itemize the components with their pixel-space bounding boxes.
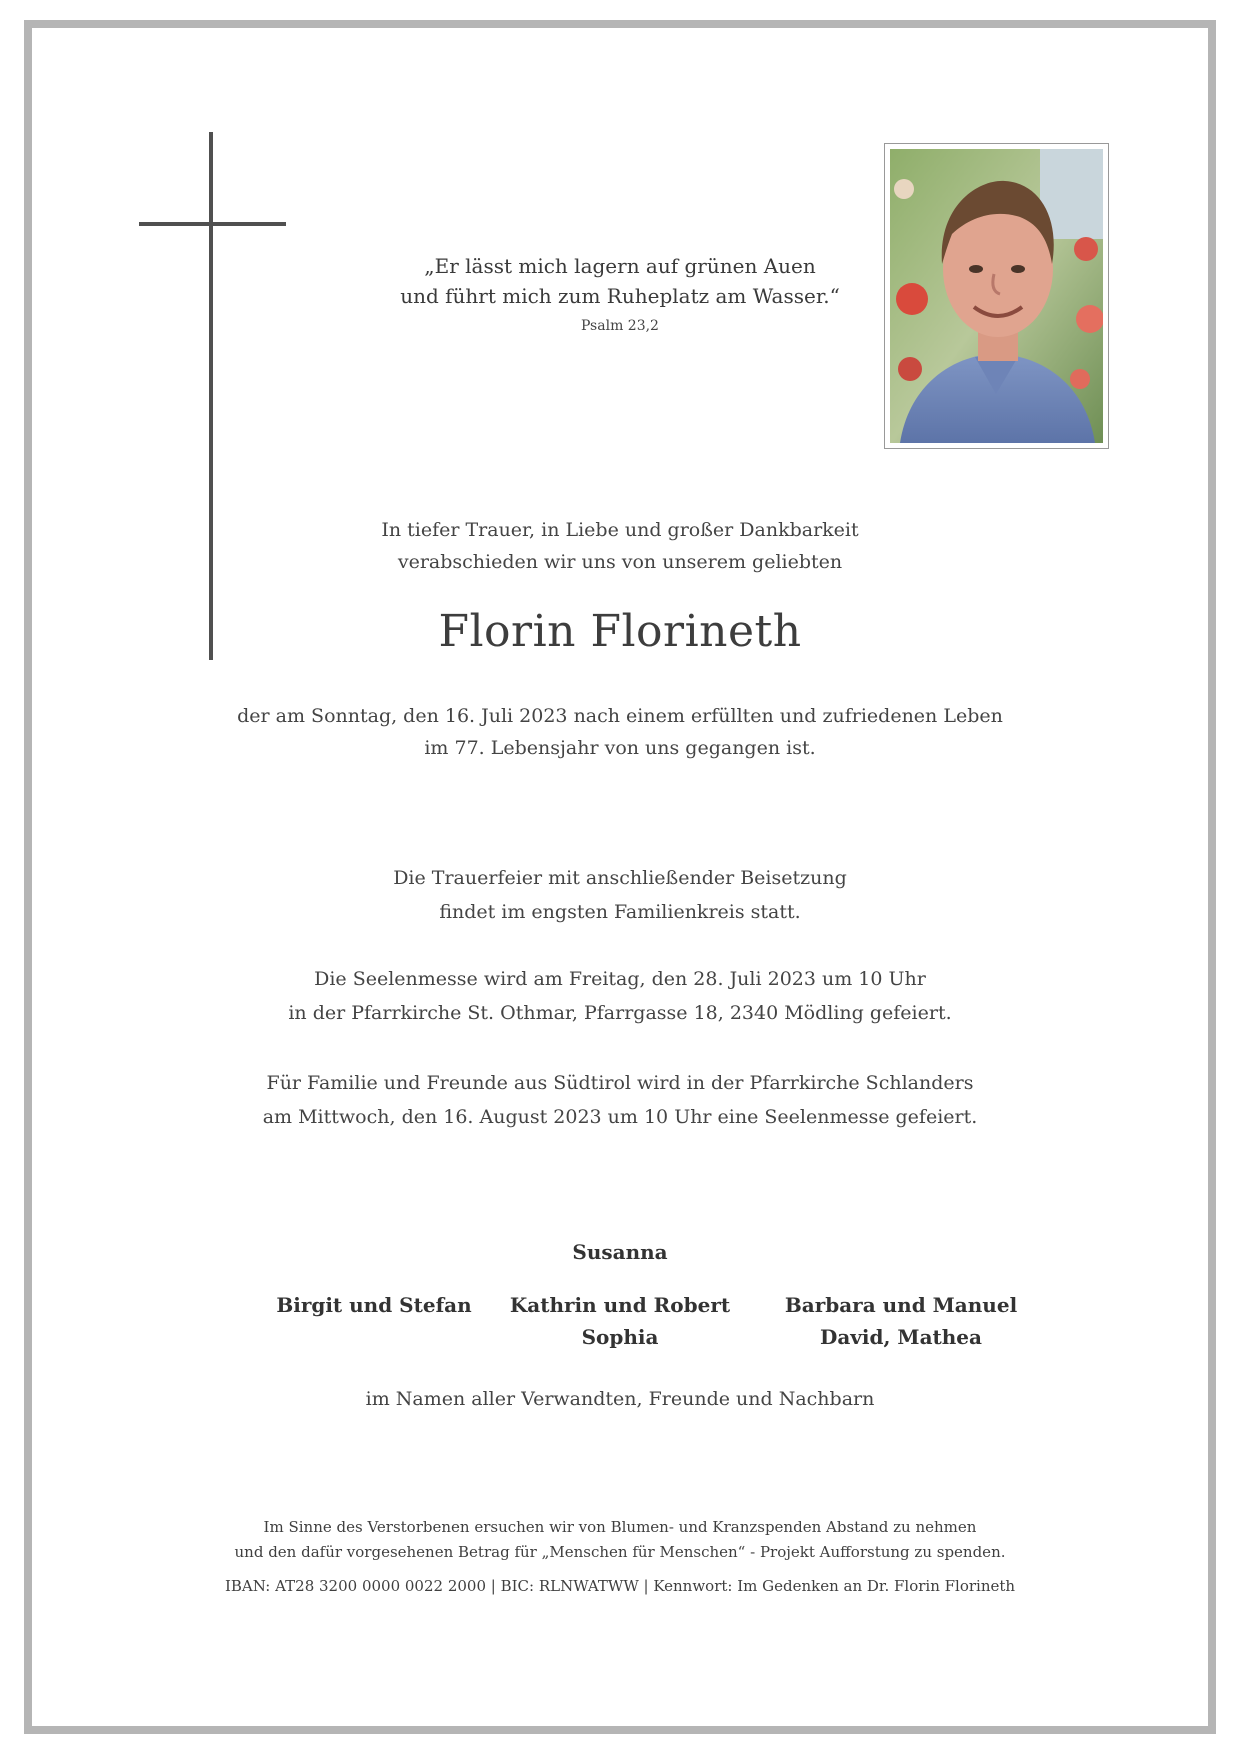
donation-line: und den dafür vorgesehenen Betrag für „Menschen für Menschen“ - Projekt Aufforstung zu spenden. bbox=[234, 1543, 1006, 1561]
quote-line: und führt mich zum Ruheplatz am Wasser.“ bbox=[400, 284, 840, 308]
intro-line: verabschieden wir uns von unserem geliebten bbox=[397, 551, 843, 573]
mourner-spouse: Susanna bbox=[572, 1240, 668, 1264]
death-notice-line: im 77. Lebensjahr von uns gegangen ist. bbox=[424, 737, 816, 759]
donation-note bbox=[0, 1515, 1240, 1565]
service-line: Für Familie und Freunde aus Südtirol wird in der Pfarrkirche Schlanders bbox=[266, 1072, 974, 1094]
cross-icon-horizontal bbox=[139, 222, 286, 226]
mourner-line: Sophia bbox=[581, 1325, 659, 1349]
mourners-closing: im Namen aller Verwandten, Freunde und Nachbarn bbox=[365, 1388, 875, 1410]
quote-line: „Er lässt mich lagern auf grünen Auen bbox=[424, 254, 816, 278]
death-notice bbox=[0, 700, 1240, 764]
mourner-group bbox=[470, 1289, 770, 1353]
cross-icon-vertical bbox=[209, 132, 213, 660]
funeral-service-info bbox=[0, 861, 1240, 929]
deceased-name: Florin Florineth bbox=[438, 606, 802, 657]
mourner-line: Barbara und Manuel bbox=[784, 1293, 1018, 1317]
mourner-group bbox=[751, 1289, 1051, 1353]
mourner-line: Kathrin und Robert bbox=[509, 1293, 731, 1317]
requiem-mass-info bbox=[0, 962, 1240, 1030]
intro-text bbox=[0, 514, 1240, 578]
mourner-line: Birgit und Stefan bbox=[276, 1293, 472, 1317]
psalm-quote bbox=[0, 251, 1240, 311]
mourner-line: David, Mathea bbox=[820, 1325, 982, 1349]
service-line: in der Pfarrkirche St. Othmar, Pfarrgasse 18, 2340 Mödling gefeiert. bbox=[288, 1002, 952, 1024]
psalm-reference: Psalm 23,2 bbox=[581, 318, 659, 334]
donation-line: Im Sinne des Verstorbenen ersuchen wir von Blumen- und Kranzspenden Abstand zu nehmen bbox=[263, 1518, 977, 1536]
south-tyrol-mass-info bbox=[0, 1066, 1240, 1134]
bank-details: IBAN: AT28 3200 0000 0022 2000 | BIC: RLNWATWW | Kennwort: Im Gedenken an Dr. Florin Florineth bbox=[224, 1577, 1016, 1595]
death-notice-line: der am Sonntag, den 16. Juli 2023 nach einem erfüllten und zufriedenen Leben bbox=[237, 705, 1003, 727]
service-line: Die Trauerfeier mit anschließender Beisetzung bbox=[393, 867, 847, 889]
intro-line: In tiefer Trauer, in Liebe und großer Dankbarkeit bbox=[381, 519, 859, 541]
service-line: Die Seelenmesse wird am Freitag, den 28. Juli 2023 um 10 Uhr bbox=[314, 968, 926, 990]
service-line: am Mittwoch, den 16. August 2023 um 10 Uhr eine Seelenmesse gefeiert. bbox=[262, 1106, 978, 1128]
service-line: findet im engsten Familienkreis statt. bbox=[439, 901, 801, 923]
